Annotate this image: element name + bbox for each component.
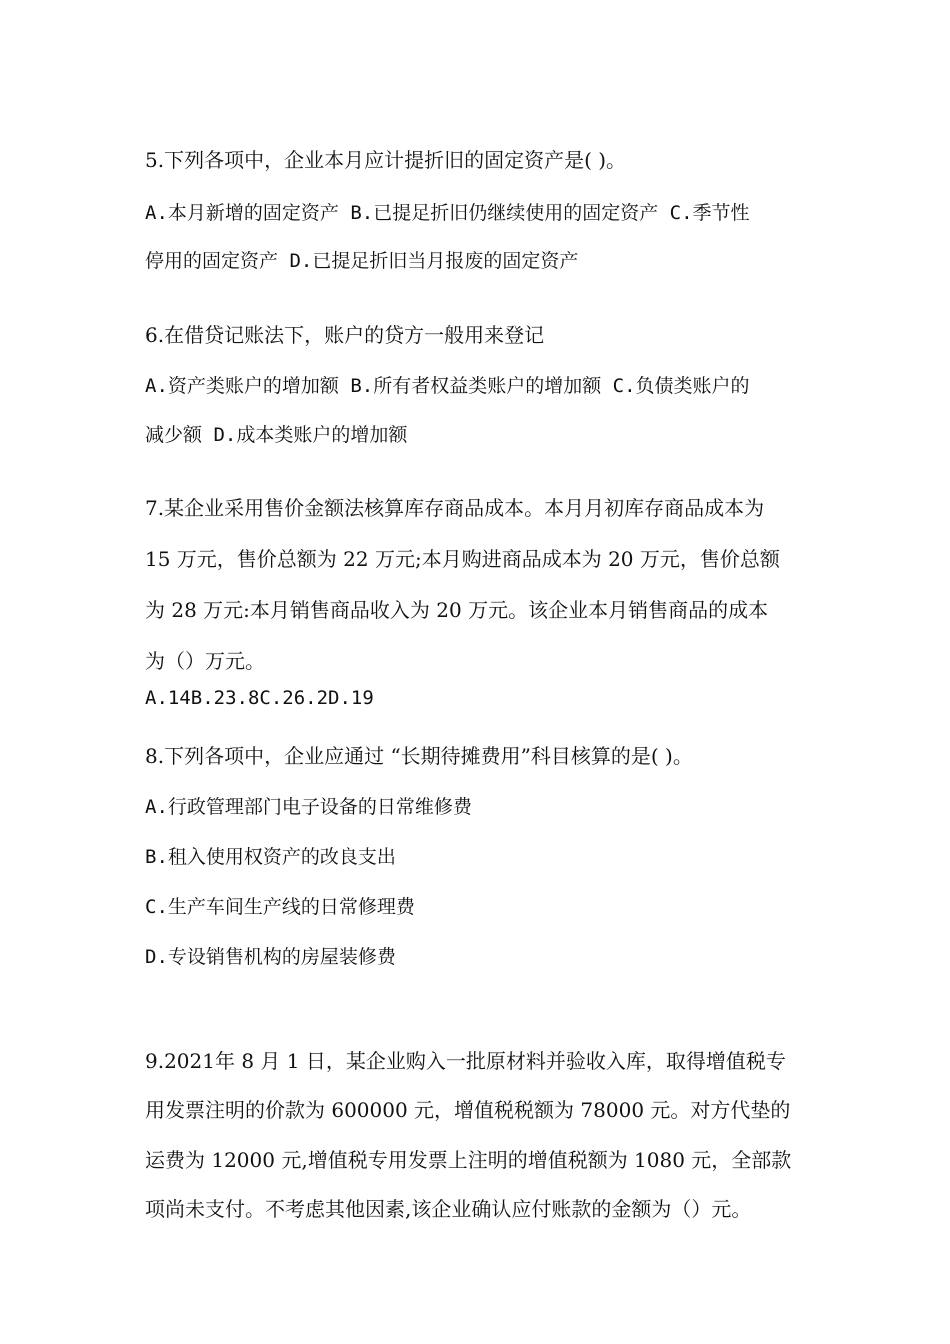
- question-9-stem-line-2: 用发票注明的价款为 600000 元，增值税税额为 78000 元。对方代垫的: [145, 1098, 791, 1122]
- question-8-option-c: C.生产车间生产线的日常修理费: [145, 896, 415, 918]
- question-7-stem-line-3: 为 28 万元:本月销售商品收入为 20 万元。该企业本月销售商品的成本: [145, 598, 769, 622]
- question-6-stem: 6.在借贷记账法下，账户的贷方一般用来登记: [145, 323, 545, 347]
- question-8-option-b: B.租入使用权资产的改良支出: [145, 846, 396, 868]
- question-5-stem: 5.下列各项中，企业本月应计提折旧的固定资产是( )。: [145, 148, 627, 172]
- question-8-option-d: D.专设销售机构的房屋装修费: [145, 946, 396, 968]
- question-9-stem-line-3: 运费为 12000 元,增值税专用发票上注明的增值税额为 1080 元，全部款: [145, 1148, 792, 1172]
- question-7-options: A.14B.23.8C.26.2D.19: [145, 687, 374, 709]
- question-7-stem-line-1: 7.某企业采用售价金额法核算库存商品成本。本月月初库存商品成本为: [145, 496, 765, 520]
- question-9-stem-line-4: 项尚未支付。不考虑其他因素,该企业确认应付账款的金额为（）元。: [145, 1197, 752, 1221]
- question-5-options-line-2: 停用的固定资产 D.已提足折旧当月报废的固定资产: [145, 250, 579, 272]
- question-7-stem-line-2: 15 万元，售价总额为 22 万元;本月购进商品成本为 20 万元，售价总额: [145, 547, 780, 571]
- question-5-options-line-1: A.本月新增的固定资产 B.已提足折旧仍继续使用的固定资产 C.季节性: [145, 202, 750, 224]
- question-6-options-line-1: A.资产类账户的增加额 B.所有者权益类账户的增加额 C.负债类账户的: [145, 375, 750, 397]
- question-8-stem: 8.下列各项中，企业应通过 “长期待摊费用”科目核算的是( )。: [145, 744, 693, 768]
- question-6-options-line-2: 减少额 D.成本类账户的增加额: [145, 424, 408, 446]
- question-9-stem-line-1: 9.2021年 8 月 1 日，某企业购入一批原材料并验收入库，取得增值税专: [145, 1049, 786, 1073]
- question-8-option-a: A.行政管理部门电子设备的日常维修费: [145, 796, 472, 818]
- question-7-stem-line-4: 为（）万元。: [145, 649, 265, 673]
